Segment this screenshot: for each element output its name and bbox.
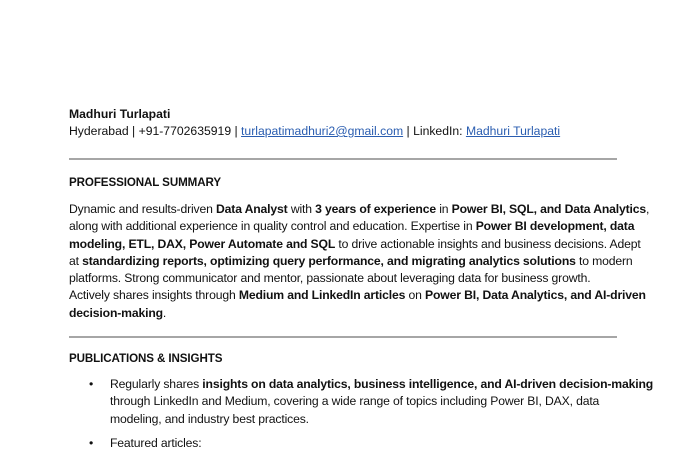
section-heading-summary: PROFESSIONAL SUMMARY: [69, 176, 221, 189]
text: at: [69, 253, 83, 268]
text: on: [405, 288, 426, 303]
divider: [69, 158, 617, 160]
divider: [69, 336, 617, 338]
text-line: [69, 201, 650, 218]
bold-text: modeling, ETL, DAX, Power Automate and SQL: [69, 236, 336, 251]
bold-text: Medium and LinkedIn articles: [238, 288, 406, 303]
text-line: [110, 376, 654, 393]
location: Hyderabad: [69, 124, 129, 138]
text: Actively shares insights through: [69, 288, 239, 303]
email-link[interactable]: turlapatimadhuri2@gmail.com: [241, 124, 404, 138]
text-line: [110, 435, 617, 452]
text-line: [110, 411, 617, 428]
text: Regularly shares: [110, 377, 203, 391]
linkedin-link[interactable]: Madhuri Turlapati: [465, 124, 561, 138]
list-item: [69, 376, 654, 428]
bold-text: Power BI development, data: [475, 219, 635, 234]
bullet-icon: •: [89, 435, 94, 450]
text-line: [69, 253, 633, 270]
text-line: [69, 305, 621, 322]
text-line: [69, 236, 641, 253]
candidate-name: Madhuri Turlapati: [69, 107, 171, 121]
text: along with additional experience in quality control and education. Expertise in: [69, 219, 476, 234]
publications-list: [69, 376, 654, 452]
bold-text: decision-making: [69, 305, 163, 320]
bullet-icon: •: [89, 377, 94, 391]
text: Featured articles:: [110, 435, 202, 450]
separator: |: [128, 124, 139, 138]
linkedin-label: LinkedIn:: [413, 124, 466, 138]
bold-text: 3 years of experience: [315, 202, 436, 216]
text-line: [69, 218, 635, 235]
text: ,: [646, 202, 650, 216]
text-line: [69, 287, 646, 304]
phone: +91-7702635919: [138, 124, 232, 138]
text-line: [69, 270, 621, 287]
bold-text: Data Analyst: [216, 202, 288, 216]
text: to drive actionable insights and business decisions. Adept: [335, 236, 641, 251]
text: with: [287, 202, 316, 216]
bold-text: Power BI, Data Analytics, and AI-driven: [425, 288, 646, 303]
bold-text: insights on data analytics, business intelligence, and AI-driven decision-making: [202, 377, 654, 391]
text: modeling, and industry best practices.: [110, 411, 309, 426]
section-heading-publications: PUBLICATIONS & INSIGHTS: [69, 352, 223, 365]
separator: |: [403, 124, 414, 138]
separator: |: [231, 124, 242, 138]
text: in: [435, 202, 452, 216]
text: Dynamic and results-driven: [69, 202, 216, 216]
summary-paragraph: [69, 201, 650, 322]
list-item: [69, 435, 617, 452]
contact-line: [69, 124, 560, 138]
text: through LinkedIn and Medium, covering a wide range of topics including Power BI, DAX, data: [110, 394, 600, 409]
text: to modern: [575, 253, 633, 268]
bold-text: Power BI, SQL, and Data Analytics: [451, 202, 647, 216]
bold-text: standardizing reports, optimizing query performance, and migrating analytics solutions: [82, 253, 576, 268]
text: platforms. Strong communicator and mentor, passionate about leveraging data for business growth.: [69, 271, 591, 286]
text: .: [162, 305, 167, 320]
text-line: [110, 393, 617, 410]
